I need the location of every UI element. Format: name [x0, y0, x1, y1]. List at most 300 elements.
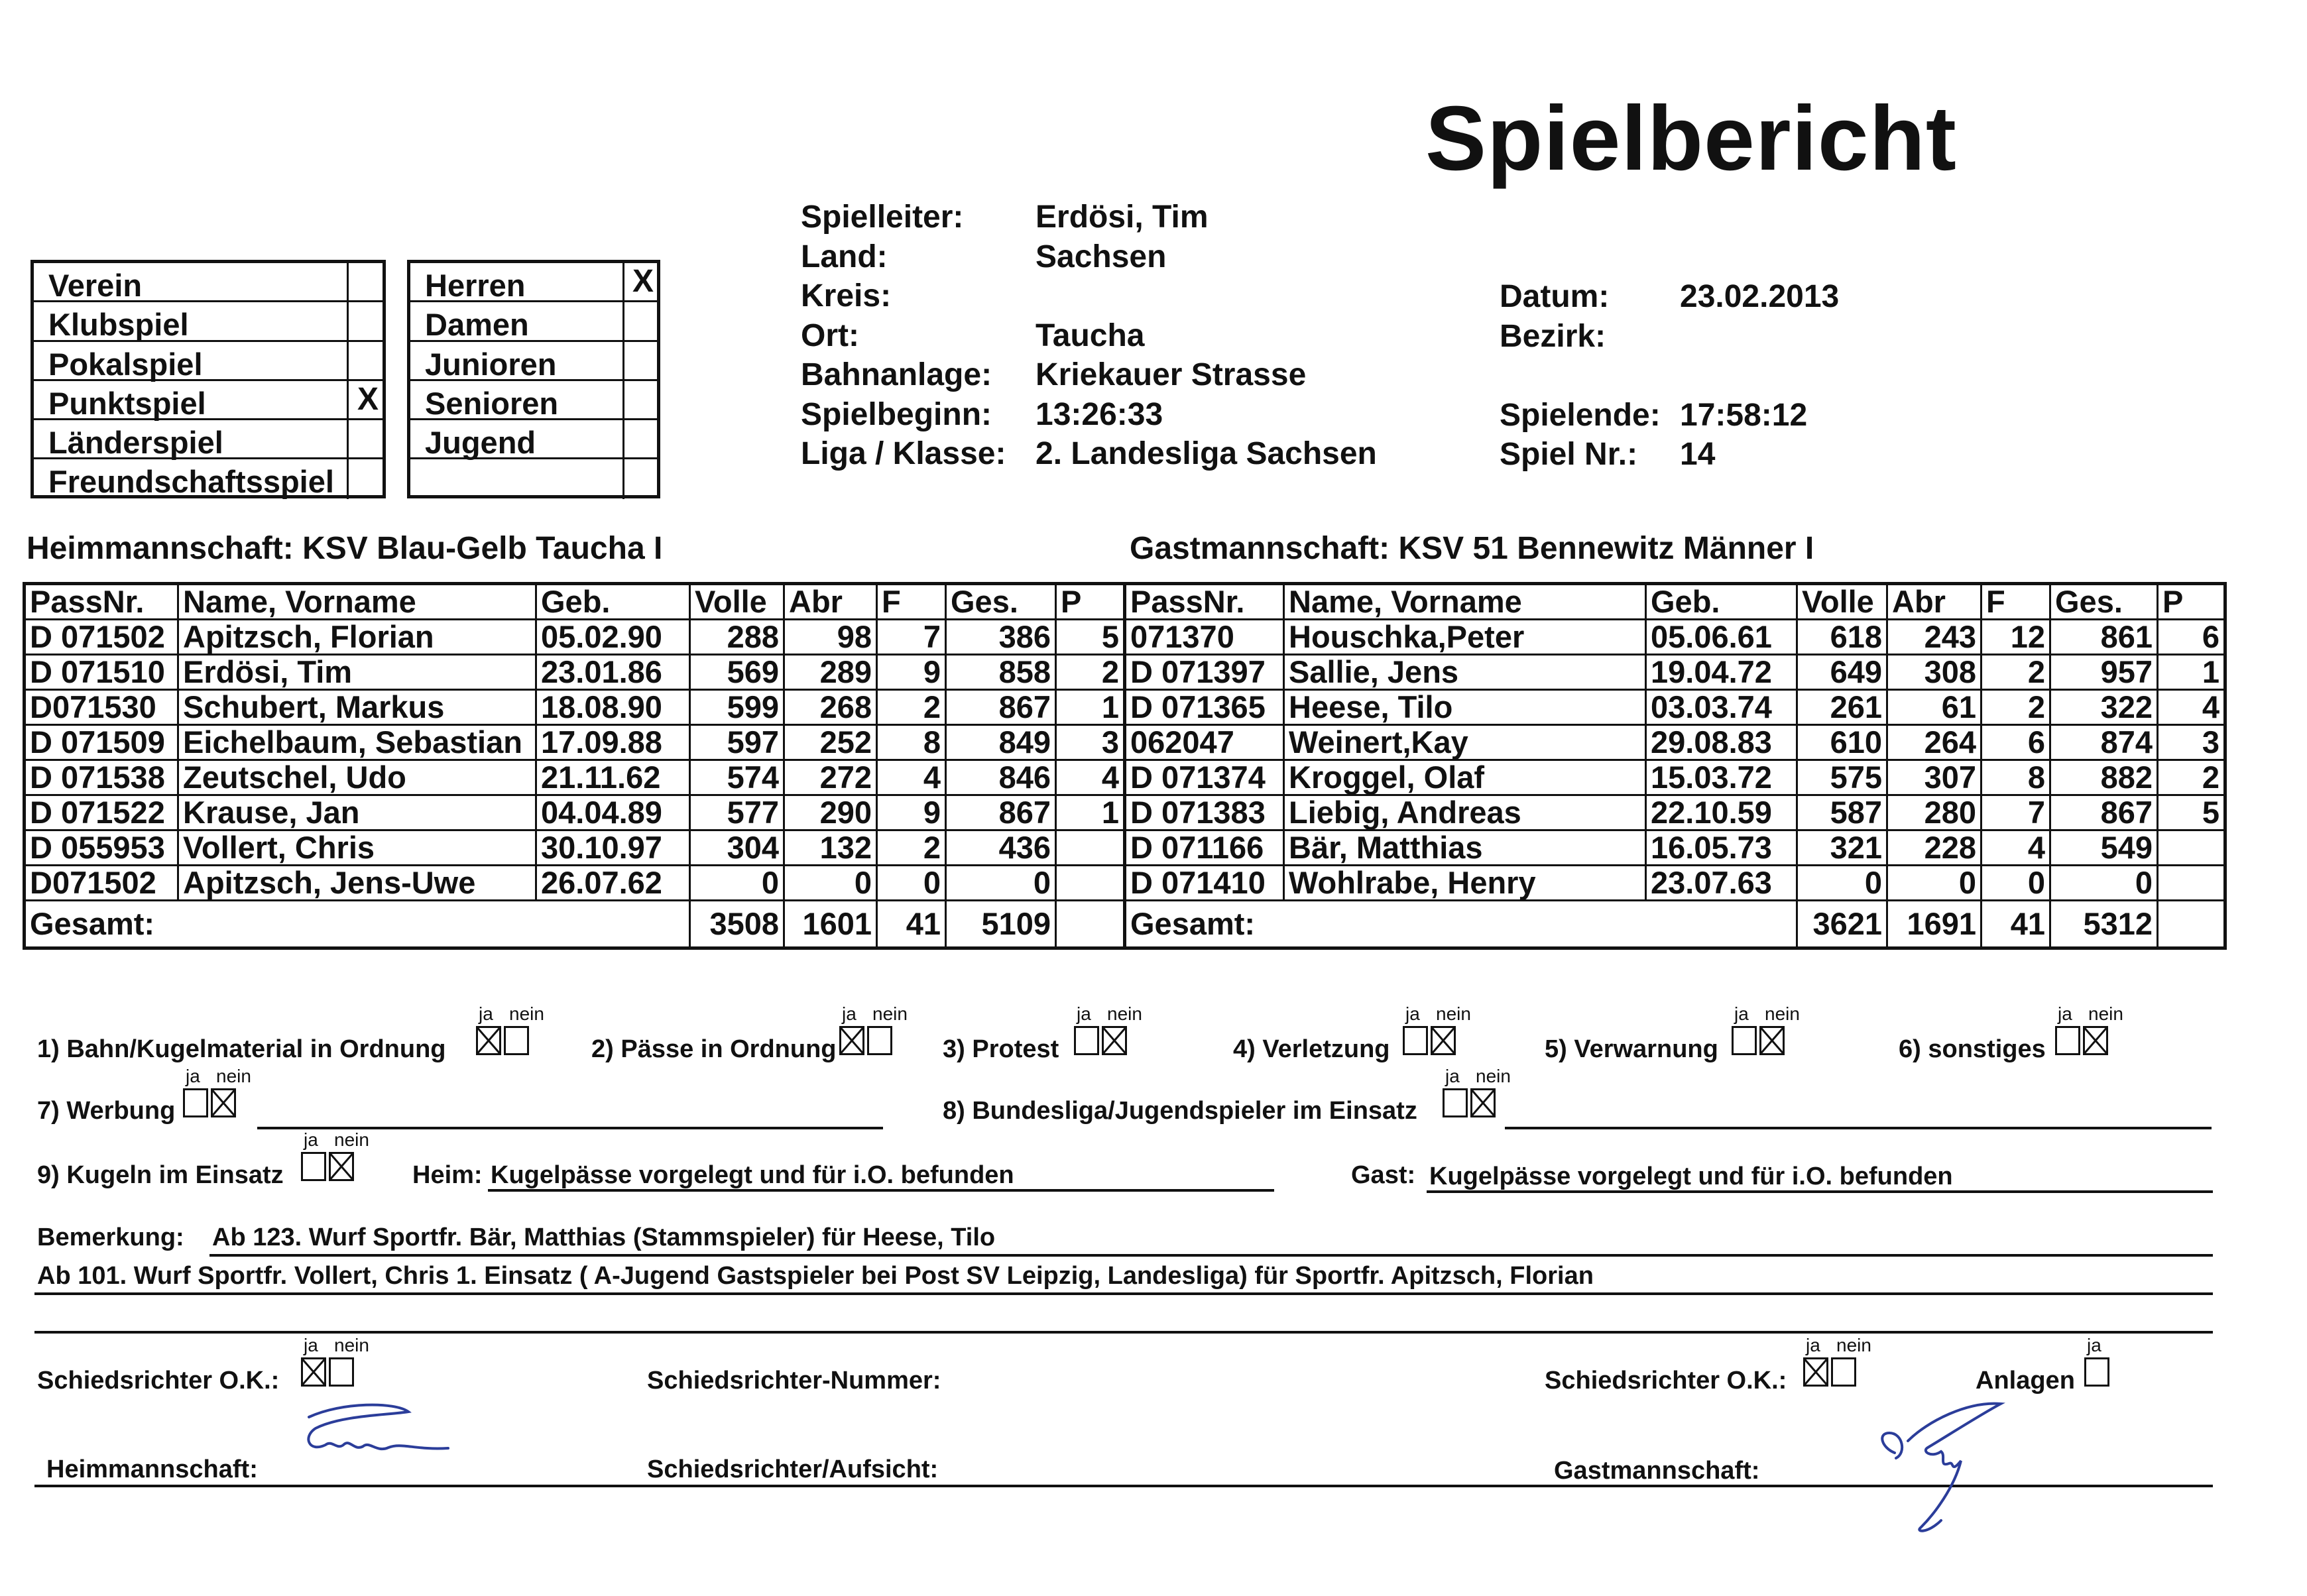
- column-header: P: [1056, 584, 1125, 620]
- total-cell: 41: [1982, 901, 2050, 948]
- type-checkbox[interactable]: X: [622, 263, 662, 300]
- table-cell: 16.05.73: [1646, 830, 1797, 866]
- table-row: [1125, 690, 2225, 725]
- table-cell: 2: [877, 690, 946, 725]
- q7-nein-checkbox[interactable]: [211, 1088, 236, 1117]
- table-cell: D 071509: [25, 725, 178, 760]
- column-header: PassNr.: [25, 584, 178, 620]
- total-cell: 5312: [2050, 901, 2158, 948]
- table-cell: D 071538: [25, 760, 178, 795]
- table-cell: 577: [690, 795, 784, 830]
- spielbeginn-label: Spielbeginn:: [801, 396, 992, 432]
- q2-nein-label: nein: [872, 1003, 908, 1024]
- ort-label: Ort:: [801, 317, 859, 353]
- anlagen-label: Anlagen: [1976, 1367, 2075, 1395]
- q4-nein-checkbox[interactable]: [1431, 1026, 1456, 1055]
- gast-line: [1427, 1190, 2213, 1193]
- table-cell: 23.07.63: [1646, 866, 1797, 901]
- q5-nein-label: nein: [1765, 1003, 1800, 1024]
- table-cell: 272: [784, 760, 877, 795]
- land-label: Land:: [801, 239, 888, 274]
- type-label: Damen: [425, 307, 529, 343]
- remark-rule-1: [209, 1254, 2213, 1257]
- spielende-label: Spielende:: [1500, 397, 1661, 433]
- type-checkbox[interactable]: [622, 302, 662, 339]
- table-cell: 2: [1982, 655, 2050, 690]
- table-cell: 874: [2050, 725, 2158, 760]
- heim-label: Heim:: [412, 1161, 483, 1189]
- type-row: [34, 420, 383, 459]
- column-header: Name, Vorname: [1284, 584, 1646, 620]
- ref-ok2-nein-checkbox[interactable]: [1831, 1357, 1856, 1387]
- table-cell: Schubert, Markus: [178, 690, 536, 725]
- info-values: [1035, 198, 1377, 474]
- table-cell: 288: [690, 620, 784, 655]
- table-cell: [2158, 866, 2225, 901]
- q1-label: 1) Bahn/Kugelmaterial in Ordnung: [37, 1035, 446, 1063]
- type-checkbox[interactable]: X: [347, 381, 387, 418]
- q1-nein-label: nein: [509, 1003, 544, 1024]
- table-cell: 575: [1797, 760, 1887, 795]
- type-row: [410, 420, 657, 459]
- q4-ja-checkbox[interactable]: [1403, 1026, 1428, 1055]
- table-cell: 322: [2050, 690, 2158, 725]
- q5-ja-checkbox[interactable]: [1732, 1026, 1757, 1055]
- q7-label: 7) Werbung: [37, 1097, 176, 1125]
- table-cell: 386: [946, 620, 1056, 655]
- spielnr-value: 14: [1680, 437, 1716, 472]
- table-cell: 867: [2050, 795, 2158, 830]
- total-cell: 1691: [1887, 901, 1982, 948]
- info-block: [801, 198, 1006, 474]
- home-score-table: [23, 582, 1126, 950]
- q8-nein-checkbox[interactable]: [1470, 1088, 1496, 1117]
- table-cell: D 071397: [1125, 655, 1284, 690]
- type-checkbox[interactable]: [622, 381, 662, 418]
- datum-label: Datum:: [1500, 279, 1610, 314]
- guest-team-label: Gastmannschaft:: [1130, 531, 1390, 566]
- table-cell: 858: [946, 655, 1056, 690]
- table-cell: 98: [784, 620, 877, 655]
- table-cell: 5: [2158, 795, 2225, 830]
- table-cell: 0: [1887, 866, 1982, 901]
- column-header: PassNr.: [1125, 584, 1284, 620]
- table-row: [25, 725, 1125, 760]
- q2-ja-label: ja: [842, 1003, 857, 1024]
- bahnanlage-value: Kriekauer Strasse: [1035, 357, 1307, 392]
- table-cell: 12: [1982, 620, 2050, 655]
- table-row: [1125, 725, 2225, 760]
- datum-value: 23.02.2013: [1680, 279, 1840, 314]
- table-cell: 05.02.90: [536, 620, 690, 655]
- gast-sign-label: Gastmannschaft:: [1554, 1457, 1760, 1485]
- q9-ja-label: ja: [304, 1129, 318, 1150]
- table-cell: 599: [690, 690, 784, 725]
- table-row: [25, 866, 1125, 901]
- guest-team-heading: [1130, 530, 1814, 567]
- type-checkbox[interactable]: [622, 420, 662, 457]
- type-label: Klubspiel: [48, 307, 189, 343]
- table-cell: 0: [946, 866, 1056, 901]
- q4-label: 4) Verletzung: [1233, 1035, 1390, 1063]
- column-header: Geb.: [536, 584, 690, 620]
- table-cell: Wohlrabe, Henry: [1284, 866, 1646, 901]
- ref-ok2-nein-label: nein: [1836, 1335, 1871, 1355]
- table-cell: 861: [2050, 620, 2158, 655]
- table-cell: Houschka,Peter: [1284, 620, 1646, 655]
- q1-ja-checkbox[interactable]: [476, 1026, 501, 1055]
- column-header: P: [2158, 584, 2225, 620]
- heim-sign-label: Heimmannschaft:: [46, 1455, 258, 1483]
- table-cell: 867: [946, 690, 1056, 725]
- kreis-value: [1035, 276, 1377, 316]
- remark-label: Bemerkung:: [37, 1224, 184, 1251]
- total-cell: 3508: [690, 901, 784, 948]
- type-checkbox[interactable]: [622, 459, 662, 498]
- q8-label: 8) Bundesliga/Jugendspieler im Einsatz: [943, 1097, 1417, 1125]
- table-cell: 307: [1887, 760, 1982, 795]
- kreis-label: Kreis:: [801, 278, 892, 314]
- table-cell: 1: [1056, 690, 1125, 725]
- column-header: F: [1982, 584, 2050, 620]
- q6-ja-label: ja: [2058, 1003, 2072, 1024]
- land-value: Sachsen: [1035, 239, 1167, 274]
- type-row: [34, 342, 383, 381]
- table-cell: 304: [690, 830, 784, 866]
- table-cell: 3: [2158, 725, 2225, 760]
- spielleiter-label: Spielleiter:: [801, 200, 964, 235]
- gast-label: Gast:: [1351, 1161, 1416, 1189]
- table-cell: 849: [946, 725, 1056, 760]
- table-cell: 0: [1982, 866, 2050, 901]
- ref-ok-ja-label: ja: [304, 1335, 318, 1355]
- q7-ja-label: ja: [186, 1066, 200, 1086]
- spielbeginn-value: 13:26:33: [1035, 396, 1163, 432]
- remark-rule-3: [34, 1331, 2213, 1334]
- table-row: [1125, 620, 2225, 655]
- table-cell: 9: [877, 655, 946, 690]
- type-row: [410, 263, 657, 302]
- table-cell: 0: [2050, 866, 2158, 901]
- table-cell: 957: [2050, 655, 2158, 690]
- q9-nein-label: nein: [334, 1129, 369, 1150]
- gast-text: Kugelpässe vorgelegt und für i.O. befunden: [1429, 1163, 1953, 1190]
- table-cell: 15.03.72: [1646, 760, 1797, 795]
- ort-value: Taucha: [1035, 317, 1145, 353]
- q9-label: 9) Kugeln im Einsatz: [37, 1161, 284, 1189]
- table-cell: 03.03.74: [1646, 690, 1797, 725]
- type-checkbox[interactable]: [347, 459, 387, 498]
- table-cell: 289: [784, 655, 877, 690]
- ref-ok2-ja-label: ja: [1806, 1335, 1820, 1355]
- home-signature: [302, 1398, 461, 1478]
- ref-ok-ja-checkbox[interactable]: [301, 1357, 326, 1387]
- guest-score-table: [1123, 582, 2227, 950]
- table-cell: Erdösi, Tim: [178, 655, 536, 690]
- type-row: [34, 381, 383, 420]
- total-cell: 1601: [784, 901, 877, 948]
- heim-text: Kugelpässe vorgelegt und für i.O. befunden: [491, 1161, 1014, 1189]
- table-cell: 3: [1056, 725, 1125, 760]
- total-row: [25, 901, 1125, 948]
- table-cell: 597: [690, 725, 784, 760]
- q6-ja-checkbox[interactable]: [2055, 1026, 2080, 1055]
- table-cell: 264: [1887, 725, 1982, 760]
- q1-ja-label: ja: [479, 1003, 493, 1024]
- table-cell: 5: [1056, 620, 1125, 655]
- table-cell: 610: [1797, 725, 1887, 760]
- table-row: [25, 830, 1125, 866]
- type-label: Pokalspiel: [48, 346, 203, 382]
- table-cell: 7: [1982, 795, 2050, 830]
- table-cell: 436: [946, 830, 1056, 866]
- table-cell: Zeutschel, Udo: [178, 760, 536, 795]
- total-cell: [2158, 901, 2225, 948]
- home-team-heading: [27, 530, 662, 567]
- table-cell: 243: [1887, 620, 1982, 655]
- table-header-row: [25, 584, 1125, 620]
- table-cell: 7: [877, 620, 946, 655]
- table-cell: 04.04.89: [536, 795, 690, 830]
- table-cell: 846: [946, 760, 1056, 795]
- guest-signature: [1868, 1395, 2054, 1540]
- type-checkbox[interactable]: [347, 342, 387, 379]
- table-cell: 17.09.88: [536, 725, 690, 760]
- column-header: Abr: [1887, 584, 1982, 620]
- type-label: Länderspiel: [48, 425, 223, 461]
- table-cell: 2: [877, 830, 946, 866]
- total-label: Gesamt:: [1125, 901, 1797, 948]
- table-cell: 4: [877, 760, 946, 795]
- q3-ja-checkbox[interactable]: [1074, 1026, 1099, 1055]
- table-cell: 132: [784, 830, 877, 866]
- table-cell: 26.07.62: [536, 866, 690, 901]
- ref-ok-label: Schiedsrichter O.K.:: [37, 1367, 280, 1395]
- remark-rule-2: [34, 1292, 2213, 1295]
- table-cell: 587: [1797, 795, 1887, 830]
- q9-nein-checkbox[interactable]: [329, 1152, 354, 1181]
- table-cell: 19.04.72: [1646, 655, 1797, 690]
- column-header: F: [877, 584, 946, 620]
- q3-nein-checkbox[interactable]: [1102, 1026, 1127, 1055]
- table-cell: D 071510: [25, 655, 178, 690]
- table-cell: Krause, Jan: [178, 795, 536, 830]
- page-title: Spielbericht: [1425, 87, 1957, 190]
- spielleiter-value: Erdösi, Tim: [1035, 200, 1209, 235]
- table-row: [25, 620, 1125, 655]
- table-cell: [1056, 830, 1125, 866]
- table-cell: 6: [1982, 725, 2050, 760]
- table-cell: Liebig, Andreas: [1284, 795, 1646, 830]
- column-header: Geb.: [1646, 584, 1797, 620]
- bahnanlage-label: Bahnanlage:: [801, 357, 992, 392]
- table-cell: 0: [1797, 866, 1887, 901]
- table-cell: 1: [1056, 795, 1125, 830]
- table-cell: 61: [1887, 690, 1982, 725]
- type-row: [34, 302, 383, 341]
- q8-line: [1505, 1127, 2212, 1129]
- heim-line: [488, 1189, 1274, 1192]
- type-row: [34, 263, 383, 302]
- q5-label: 5) Verwarnung: [1545, 1035, 1718, 1063]
- table-cell: 261: [1797, 690, 1887, 725]
- anlagen-ja-label: ja: [2087, 1335, 2101, 1355]
- table-cell: 308: [1887, 655, 1982, 690]
- spielnr-label: Spiel Nr.:: [1500, 437, 1638, 472]
- table-cell: 867: [946, 795, 1056, 830]
- table-cell: 882: [2050, 760, 2158, 795]
- table-cell: 18.08.90: [536, 690, 690, 725]
- table-cell: 649: [1797, 655, 1887, 690]
- remark-line-1: Ab 123. Wurf Sportfr. Bär, Matthias (Stammspieler) für Heese, Tilo: [212, 1224, 996, 1251]
- ref-ok2-label: Schiedsrichter O.K.:: [1545, 1367, 1787, 1395]
- bezirk-value: [1680, 317, 1839, 357]
- q1-nein-checkbox[interactable]: [504, 1026, 529, 1055]
- home-team-label: Heimmannschaft:: [27, 531, 294, 566]
- type-checkbox[interactable]: [347, 420, 387, 457]
- table-cell: 2: [1982, 690, 2050, 725]
- date-values: [1680, 277, 1839, 475]
- table-cell: 569: [690, 655, 784, 690]
- column-header: Ges.: [2050, 584, 2158, 620]
- q6-nein-label: nein: [2088, 1003, 2123, 1024]
- table-cell: 0: [690, 866, 784, 901]
- table-cell: 0: [784, 866, 877, 901]
- q2-ja-checkbox[interactable]: [839, 1026, 864, 1055]
- type-label: Junioren: [425, 346, 557, 382]
- table-cell: 071370: [1125, 620, 1284, 655]
- table-cell: 21.11.62: [536, 760, 690, 795]
- table-cell: [1056, 866, 1125, 901]
- table-cell: D 071166: [1125, 830, 1284, 866]
- table-header-row: [1125, 584, 2225, 620]
- table-cell: 8: [877, 725, 946, 760]
- table-cell: 0: [877, 866, 946, 901]
- table-row: [1125, 866, 2225, 901]
- column-header: Ges.: [946, 584, 1056, 620]
- ref-ok-nein-checkbox[interactable]: [329, 1357, 354, 1387]
- table-cell: Bär, Matthias: [1284, 830, 1646, 866]
- type-row: [410, 342, 657, 381]
- type-checkbox[interactable]: [347, 302, 387, 339]
- table-cell: D 071374: [1125, 760, 1284, 795]
- ref-nr-label: Schiedsrichter-Nummer:: [647, 1367, 941, 1395]
- anlagen-ja-checkbox[interactable]: [2084, 1357, 2109, 1387]
- table-cell: 9: [877, 795, 946, 830]
- table-cell: 062047: [1125, 725, 1284, 760]
- total-cell: 41: [877, 901, 946, 948]
- table-cell: D 055953: [25, 830, 178, 866]
- bezirk-label: Bezirk:: [1500, 318, 1606, 354]
- q3-ja-label: ja: [1077, 1003, 1091, 1024]
- table-cell: D 071410: [1125, 866, 1284, 901]
- q8-nein-label: nein: [1476, 1066, 1511, 1086]
- date-block: [1500, 277, 1661, 475]
- column-header: Name, Vorname: [178, 584, 536, 620]
- table-cell: Sallie, Jens: [1284, 655, 1646, 690]
- table-cell: Apitzsch, Jens-Uwe: [178, 866, 536, 901]
- match-type-box: [30, 260, 386, 498]
- type-label: Herren: [425, 268, 526, 303]
- q7-nein-label: nein: [216, 1066, 251, 1086]
- total-cell: 5109: [946, 901, 1056, 948]
- guest-team-name: KSV 51 Bennewitz Männer I: [1398, 531, 1814, 566]
- table-cell: 6: [2158, 620, 2225, 655]
- table-row: [25, 760, 1125, 795]
- table-cell: 05.06.61: [1646, 620, 1797, 655]
- table-cell: D 071522: [25, 795, 178, 830]
- table-cell: D 071502: [25, 620, 178, 655]
- q6-nein-checkbox[interactable]: [2083, 1026, 2108, 1055]
- column-header: Volle: [1797, 584, 1887, 620]
- type-row: [410, 302, 657, 341]
- home-team-name: KSV Blau-Gelb Taucha I: [302, 531, 663, 566]
- table-cell: 2: [1056, 655, 1125, 690]
- table-cell: Kroggel, Olaf: [1284, 760, 1646, 795]
- table-cell: 23.01.86: [536, 655, 690, 690]
- q2-label: 2) Pässe in Ordnung: [591, 1035, 837, 1063]
- category-box: [407, 260, 660, 498]
- q5-nein-checkbox[interactable]: [1759, 1026, 1785, 1055]
- table-cell: D 071383: [1125, 795, 1284, 830]
- table-cell: 252: [784, 725, 877, 760]
- table-cell: 29.08.83: [1646, 725, 1797, 760]
- table-cell: Eichelbaum, Sebastian: [178, 725, 536, 760]
- q7-ja-checkbox[interactable]: [183, 1088, 208, 1117]
- type-checkbox[interactable]: [622, 342, 662, 379]
- table-row: [25, 690, 1125, 725]
- q3-nein-label: nein: [1107, 1003, 1142, 1024]
- table-cell: Vollert, Chris: [178, 830, 536, 866]
- type-row: [410, 381, 657, 420]
- table-cell: Apitzsch, Florian: [178, 620, 536, 655]
- q9-ja-checkbox[interactable]: [301, 1152, 326, 1181]
- ref-ok2-ja-checkbox[interactable]: [1803, 1357, 1828, 1387]
- q8-ja-label: ja: [1445, 1066, 1460, 1086]
- table-row: [1125, 655, 2225, 690]
- q8-ja-checkbox[interactable]: [1443, 1088, 1468, 1117]
- total-cell: [1056, 901, 1125, 948]
- table-row: [25, 795, 1125, 830]
- ref-ok-nein-label: nein: [334, 1335, 369, 1355]
- table-cell: D 071365: [1125, 690, 1284, 725]
- table-cell: Weinert,Kay: [1284, 725, 1646, 760]
- type-row: [34, 459, 383, 498]
- type-label: Jugend: [425, 425, 536, 461]
- type-label: Verein: [48, 268, 143, 303]
- remark-line-2: Ab 101. Wurf Sportfr. Vollert, Chris 1. Einsatz ( A-Jugend Gastspieler bei Post SV Leipzig, Landesliga) für Sportfr. Apitzsch, Florian: [37, 1262, 1594, 1290]
- table-row: [1125, 795, 2225, 830]
- table-cell: 4: [1982, 830, 2050, 866]
- column-header: Abr: [784, 584, 877, 620]
- table-cell: 1: [2158, 655, 2225, 690]
- column-header: Volle: [690, 584, 784, 620]
- total-label: Gesamt:: [25, 901, 690, 948]
- q6-label: 6) sonstiges: [1899, 1035, 2046, 1063]
- aufsicht-sign-label: Schiedsrichter/Aufsicht:: [647, 1455, 939, 1483]
- table-cell: 549: [2050, 830, 2158, 866]
- table-row: [1125, 760, 2225, 795]
- q2-nein-checkbox[interactable]: [867, 1026, 892, 1055]
- table-row: [1125, 830, 2225, 866]
- table-cell: 618: [1797, 620, 1887, 655]
- spielende-value: 17:58:12: [1680, 397, 1808, 433]
- table-cell: 2: [2158, 760, 2225, 795]
- type-checkbox[interactable]: [347, 263, 387, 300]
- table-cell: 30.10.97: [536, 830, 690, 866]
- q3-label: 3) Protest: [943, 1035, 1059, 1063]
- table-cell: Heese, Tilo: [1284, 690, 1646, 725]
